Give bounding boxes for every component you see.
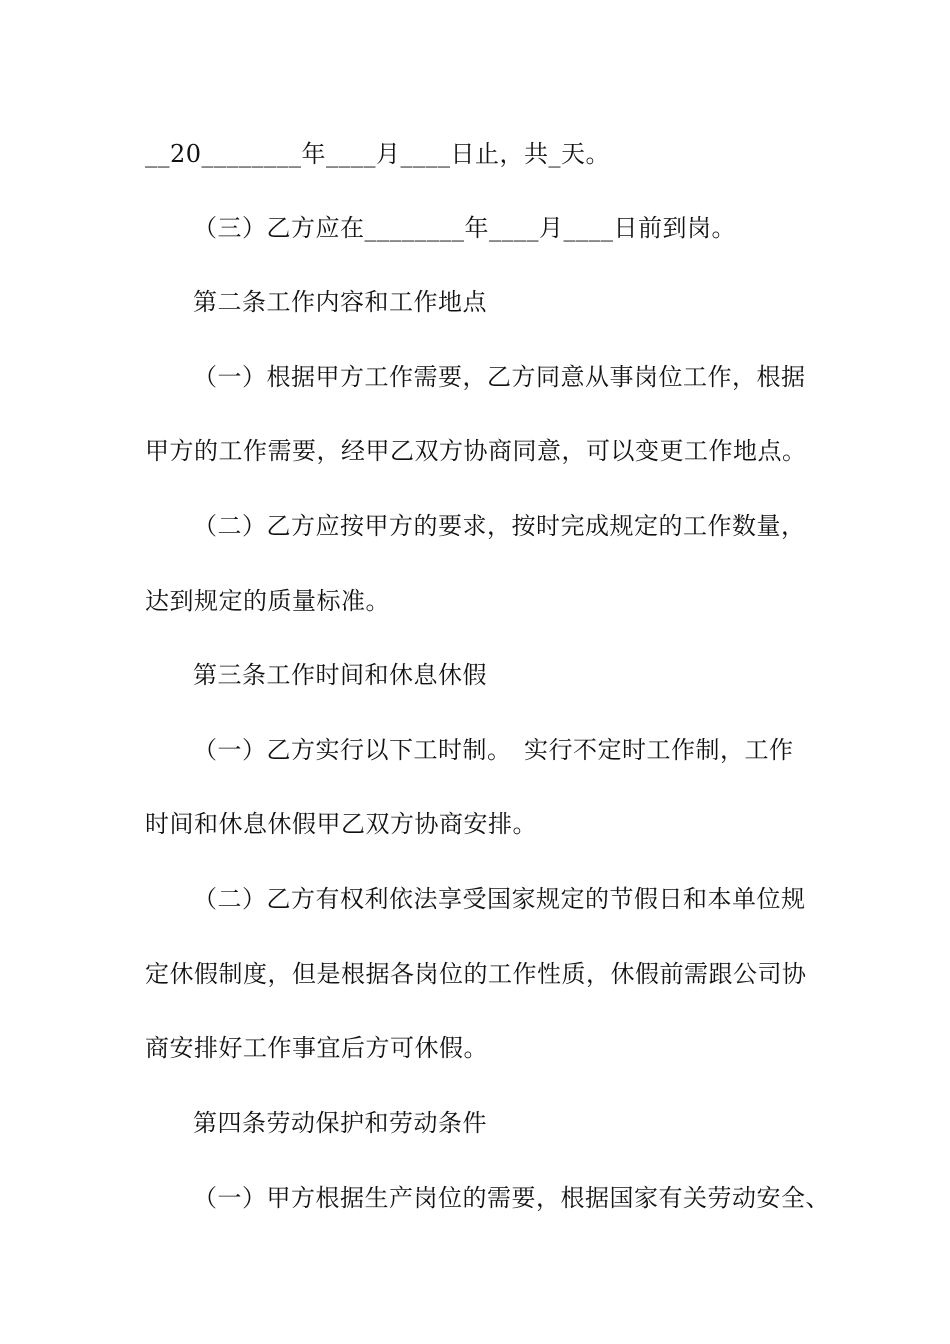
section-heading-2: 第二条工作内容和工作地点 <box>193 288 487 316</box>
text-line-13: 商安排好工作事宜后方可休假。 <box>145 1034 488 1062</box>
text-line-5: 甲方的工作需要，经甲乙双方协商同意，可以变更工作地点。 <box>145 437 807 465</box>
text-line-1: __20________年____月____日止，共_天。 <box>145 140 611 168</box>
text-line-12: 定休假制度，但是根据各岗位的工作性质，休假前需跟公司协 <box>145 960 807 988</box>
text-line-4: （一）根据甲方工作需要，乙方同意从事岗位工作，根据 <box>193 363 806 391</box>
text-line-9: （一）乙方实行以下工时制。 实行不定时工作制，工作 <box>193 736 794 764</box>
section-heading-3: 第三条工作时间和休息休假 <box>193 661 487 689</box>
text-line-6: （二）乙方应按甲方的要求，按时完成规定的工作数量， <box>193 512 806 540</box>
text-line-11: （二）乙方有权利依法享受国家规定的节假日和本单位规 <box>193 885 806 913</box>
text-line-7: 达到规定的质量标准。 <box>145 587 390 615</box>
text-line-10: 时间和休息休假甲乙双方协商安排。 <box>145 810 537 838</box>
section-heading-4: 第四条劳动保护和劳动条件 <box>193 1109 487 1137</box>
text-line-15: （一）甲方根据生产岗位的需要，根据国家有关劳动安全、 <box>193 1184 830 1212</box>
text-line-2: （三）乙方应在________年____月____日前到岗。 <box>193 214 736 242</box>
